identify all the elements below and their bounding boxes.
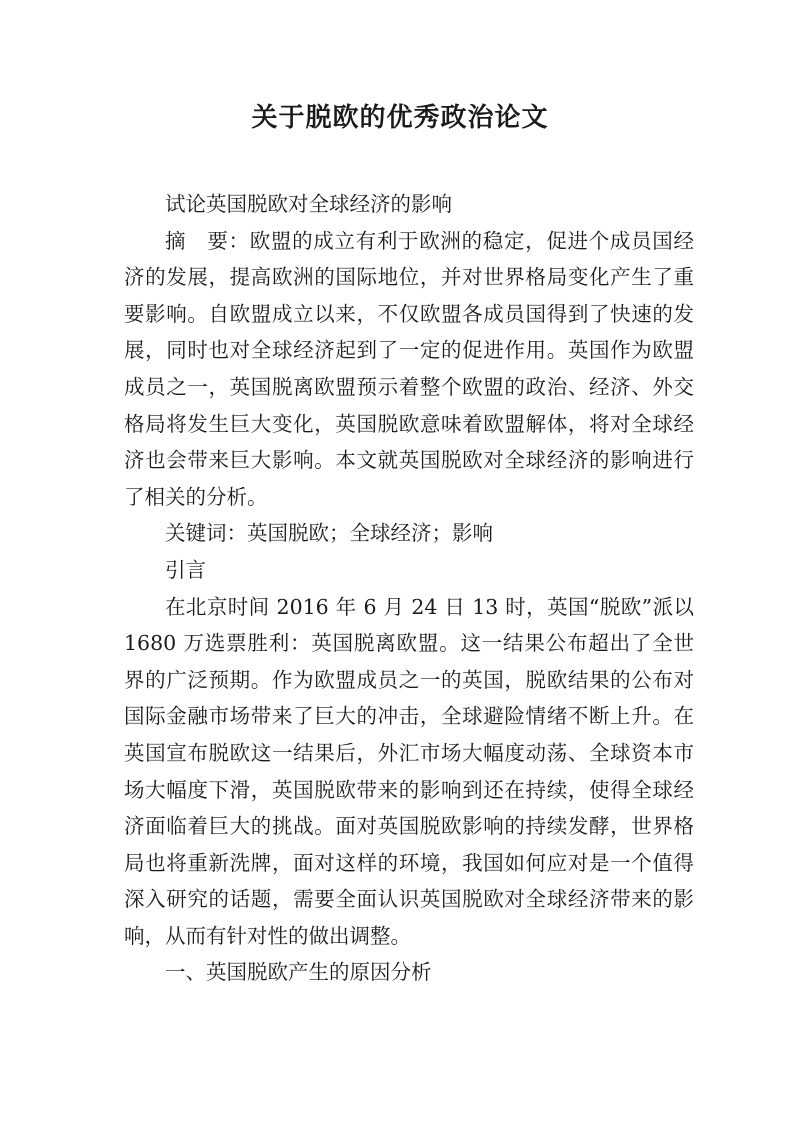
- paragraph-introduction-heading: 引言: [165, 557, 206, 582]
- paragraph-subtitle: 试论英国脱欧对全球经济的影响: [165, 192, 452, 216]
- section-heading-1: 一、英国脱欧产生的原因分析: [165, 960, 432, 985]
- paragraph-abstract: 摘 要：欧盟的成立有利于欧洲的稳定，促进个成员国经济的发展，提高欧洲的国际地位，并对世界格局变化产生了重要影响。自欧盟成立以来，不仅欧盟各成员国得到了快速的发展，同时也对全球经济起到了一定的促进作用。英国作为欧盟成员之一，英国脱离欧盟预示着整个欧盟的政治、经济、外交格局将发生巨大变化，英国脱欧意味着欧盟解体，将对全球经济也会带来巨大影响。本文就英国脱欧对全球经济的影响进行了相关的分析。: [124, 228, 694, 509]
- document-title: 关于脱欧的优秀政治论文: [251, 103, 549, 133]
- paragraph-introduction: 在北京时间 2016 年 6 月 24 日 13 时，英国“脱欧”派以 1680 万选票胜利：英国脱离欧盟。这一结果公布超出了全世界的广泛预期。作为欧盟成员之一的英国，脱欧结果的公布对国际金融市场带来了巨大的冲击，全球避险情绪不断上升。在英国宣布脱欧这一结果后，外汇市场大幅度动荡、全球资本市场大幅度下滑，英国脱欧带来的影响到还在持续，使得全球经济面临着巨大的挑战。面对英国脱欧影响的持续发酵，世界格局也将重新洗牌，面对这样的环境，我国如何应对是一个值得深入研究的话题，需要全面认识英国脱欧对全球经济带来的影响，从而有针对性的做出调整。: [124, 594, 694, 948]
- document-body: [124, 186, 694, 991]
- paragraph-keywords: 关键词：英国脱欧；全球经济；影响: [165, 521, 493, 546]
